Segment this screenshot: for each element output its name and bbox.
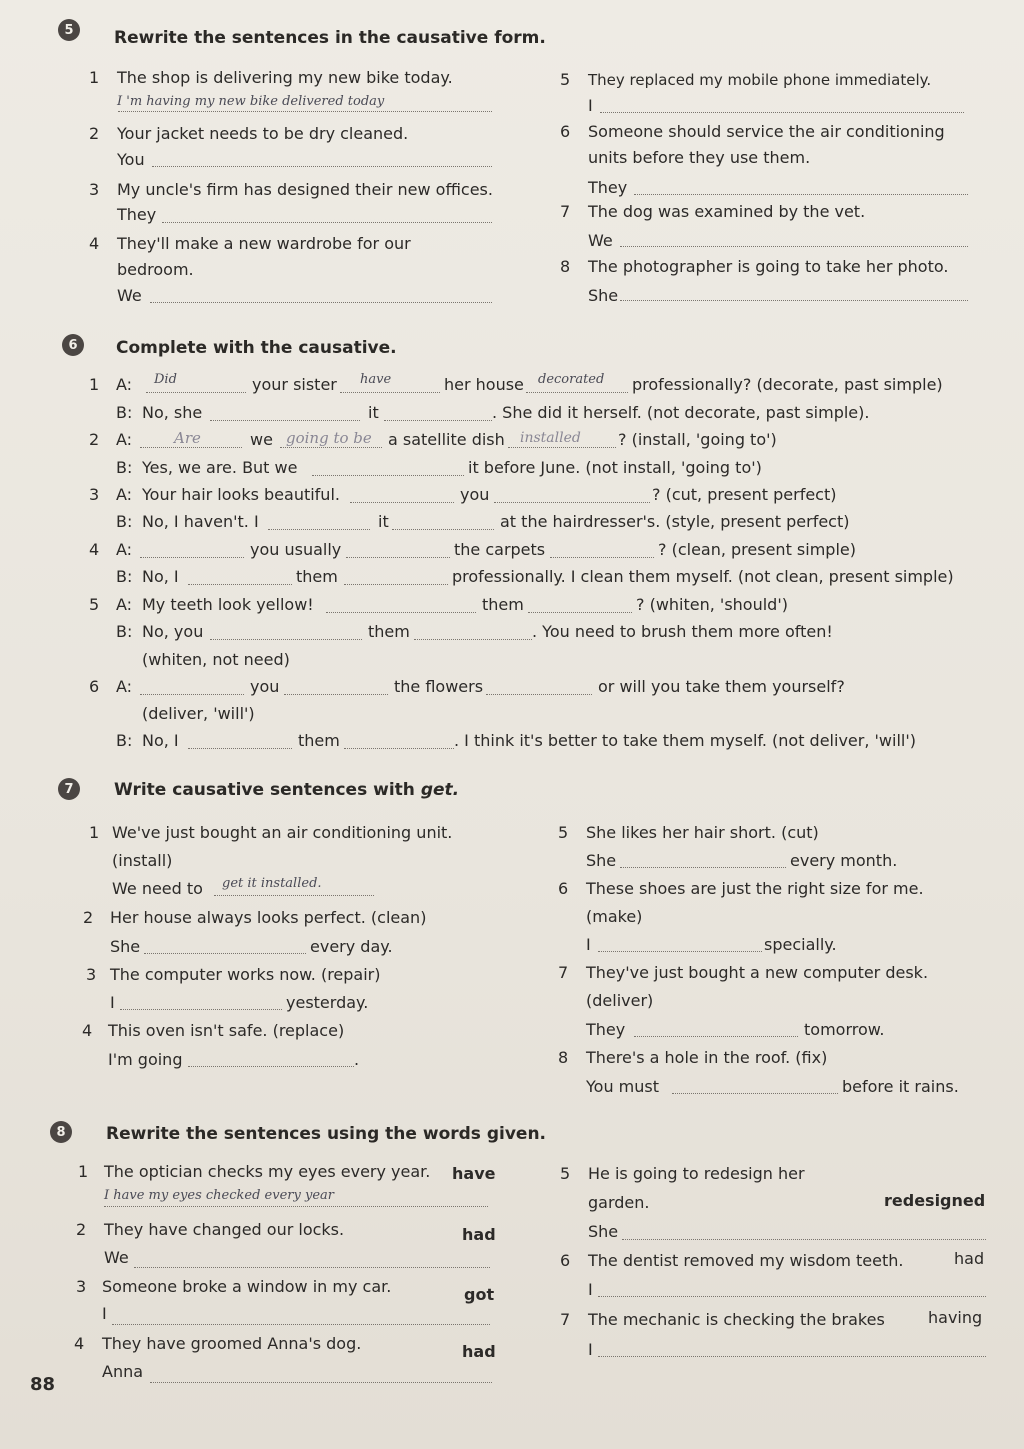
ex5-item-3-number: 3 bbox=[89, 180, 100, 199]
ex5-item-8-prompt: The photographer is going to take her photo. bbox=[588, 257, 949, 276]
ex8-item-5-answer-line[interactable] bbox=[622, 1239, 986, 1240]
ex6-item-3b-text-1: No, I haven't. I bbox=[142, 512, 259, 531]
ex5-item-2-answer-line[interactable] bbox=[152, 166, 492, 167]
ex6-item-1-text-3: professionally? (decorate, past simple) bbox=[632, 375, 943, 394]
ex7-item-4-end: . bbox=[354, 1050, 360, 1069]
ex5-item-5-answer-line[interactable] bbox=[600, 112, 964, 113]
ex6-item-4-number: 4 bbox=[89, 540, 100, 559]
ex6-item-2b-text-2: it before June. (not install, 'going to') bbox=[468, 458, 762, 477]
ex8-item-2-answer-line[interactable] bbox=[134, 1267, 490, 1268]
ex6-item-2-answer-1: Are bbox=[174, 429, 201, 447]
ex6-item-5b-text-1: No, you bbox=[142, 622, 204, 641]
ex6-item-6b-text-3: . I think it's better to take them myself. (not deliver, 'will') bbox=[454, 731, 916, 750]
ex6-item-5-blank-2[interactable] bbox=[528, 612, 632, 613]
ex5-item-3-start: They bbox=[117, 205, 157, 224]
ex7-item-8-number: 8 bbox=[558, 1048, 569, 1067]
ex8-item-5-start: She bbox=[588, 1222, 619, 1241]
ex7-item-1-number: 1 bbox=[89, 823, 100, 842]
ex6-item-5-speaker-b: B: bbox=[116, 622, 133, 641]
ex6-item-4-text-1: you usually bbox=[250, 540, 342, 559]
ex8-item-1-answer: I have my eyes checked every year bbox=[104, 1188, 334, 1203]
ex7-item-3-number: 3 bbox=[86, 965, 97, 984]
ex6-item-5-speaker-a: A: bbox=[116, 595, 133, 614]
ex6-item-2-text-2: a satellite dish bbox=[388, 430, 505, 449]
ex5-item-1-answer: I 'm having my new bike delivered today bbox=[117, 94, 385, 109]
ex7-item-6-number: 6 bbox=[558, 879, 569, 898]
ex6-item-1-text-2: her house bbox=[444, 375, 524, 394]
ex6-item-3b-text-2: it bbox=[378, 512, 389, 531]
ex5-item-3-prompt: My uncle's firm has designed their new offices. bbox=[117, 180, 493, 199]
ex7-item-7-answer-line[interactable] bbox=[634, 1036, 798, 1037]
ex7-item-1-answer: get it installed. bbox=[222, 876, 322, 891]
ex6-item-3-speaker-a: A: bbox=[116, 485, 133, 504]
ex8-item-1-number: 1 bbox=[78, 1162, 89, 1181]
exercise-6-number: 6 bbox=[62, 334, 84, 356]
exercise-8-title: Rewrite the sentences using the words given. bbox=[106, 1124, 546, 1144]
ex6-item-5b-text-3: . You need to brush them more often! bbox=[532, 622, 833, 641]
ex8-item-1-prompt: The optician checks my eyes every year. bbox=[104, 1162, 431, 1181]
ex8-item-6-answer-line[interactable] bbox=[598, 1296, 986, 1297]
ex7-item-4-number: 4 bbox=[82, 1021, 93, 1040]
ex6-item-2b-text-1: Yes, we are. But we bbox=[142, 458, 298, 477]
ex8-item-4-number: 4 bbox=[74, 1334, 85, 1353]
ex8-item-1-answer-line bbox=[104, 1206, 488, 1207]
ex6-item-2-speaker-b: B: bbox=[116, 458, 133, 477]
ex7-item-2-end: every day. bbox=[310, 937, 393, 956]
ex6-item-3-text-1: Your hair looks beautiful. bbox=[142, 485, 340, 504]
ex7-item-6-start: I bbox=[586, 935, 591, 954]
ex6-item-1b-blank-2[interactable] bbox=[384, 420, 492, 421]
exercise-5-number: 5 bbox=[58, 19, 80, 41]
ex7-item-6-prompt: These shoes are just the right size for me. bbox=[586, 879, 924, 898]
ex6-item-3-text-2: you bbox=[460, 485, 490, 504]
ex5-item-6-answer-line[interactable] bbox=[634, 194, 968, 195]
ex5-item-5-start: I bbox=[588, 96, 593, 115]
ex7-item-6-cue: (make) bbox=[586, 907, 643, 926]
ex6-item-1-answer-2: have bbox=[360, 372, 392, 387]
ex6-item-6-blank-1[interactable] bbox=[140, 694, 244, 695]
ex6-item-5-number: 5 bbox=[89, 595, 100, 614]
ex6-item-3-text-3: ? (cut, present perfect) bbox=[652, 485, 837, 504]
ex7-item-4-prompt: This oven isn't safe. (replace) bbox=[108, 1021, 345, 1040]
ex8-item-6-start: I bbox=[588, 1280, 593, 1299]
ex7-item-3-answer-line[interactable] bbox=[120, 1009, 282, 1010]
ex8-item-2-prompt: They have changed our locks. bbox=[104, 1220, 345, 1239]
ex5-item-1-number: 1 bbox=[89, 68, 100, 87]
ex6-item-6-speaker-b: B: bbox=[116, 731, 133, 750]
ex6-item-5b-text-2: them bbox=[368, 622, 410, 641]
ex8-item-5-prompt-line2: garden. bbox=[588, 1193, 650, 1212]
ex5-item-7-answer-line[interactable] bbox=[620, 246, 968, 247]
ex6-item-5b-blank-2[interactable] bbox=[414, 639, 532, 640]
ex6-item-6-cue: (deliver, 'will') bbox=[142, 704, 255, 723]
ex5-item-4-prompt-line2: bedroom. bbox=[117, 260, 194, 279]
ex5-item-5-number: 5 bbox=[560, 70, 571, 89]
ex8-item-6-number: 6 bbox=[560, 1251, 571, 1270]
ex7-item-1-cue: (install) bbox=[112, 851, 173, 870]
ex6-item-1b-text-2: it bbox=[368, 403, 379, 422]
ex6-item-5-cue: (whiten, not need) bbox=[142, 650, 290, 669]
ex8-item-3-key-word: got bbox=[464, 1285, 495, 1304]
ex8-item-4-start: Anna bbox=[102, 1362, 144, 1381]
ex5-item-7-number: 7 bbox=[560, 202, 571, 221]
ex8-item-7-prompt: The mechanic is checking the brakes bbox=[588, 1310, 885, 1329]
ex7-item-5-number: 5 bbox=[558, 823, 569, 842]
ex5-item-2-start: You bbox=[117, 150, 145, 169]
ex6-item-6-number: 6 bbox=[89, 677, 100, 696]
ex6-item-2-blank-1 bbox=[140, 447, 242, 448]
ex7-item-8-answer-line[interactable] bbox=[672, 1093, 838, 1094]
ex6-item-3-blank-2[interactable] bbox=[494, 502, 650, 503]
ex6-item-4b-text-2: them bbox=[296, 567, 338, 586]
ex6-item-6b-text-1: No, I bbox=[142, 731, 179, 750]
ex6-item-6b-text-2: them bbox=[298, 731, 340, 750]
ex6-item-6b-blank-2[interactable] bbox=[344, 748, 454, 749]
ex6-item-2-text-3: ? (install, 'going to') bbox=[618, 430, 777, 449]
ex6-item-6-speaker-a: A: bbox=[116, 677, 133, 696]
ex5-item-4-answer-line[interactable] bbox=[150, 302, 492, 303]
ex6-item-3b-blank-2[interactable] bbox=[392, 529, 494, 530]
ex7-item-7-prompt: They've just bought a new computer desk. bbox=[586, 963, 929, 982]
ex6-item-2-text-1: we bbox=[250, 430, 273, 449]
ex7-item-6-end: specially. bbox=[764, 935, 837, 954]
ex7-item-1-answer-line bbox=[214, 895, 374, 896]
ex7-item-8-start: You must bbox=[586, 1077, 659, 1096]
ex6-item-4-text-3: ? (clean, present simple) bbox=[658, 540, 856, 559]
ex6-item-4b-text-1: No, I bbox=[142, 567, 179, 586]
ex8-item-6-prompt: The dentist removed my wisdom teeth. bbox=[588, 1251, 904, 1270]
ex6-item-5-blank-1[interactable] bbox=[326, 612, 476, 613]
exercise-7-title: Write causative sentences with get. bbox=[114, 780, 460, 800]
exercise-8-number: 8 bbox=[50, 1121, 72, 1143]
ex5-item-6-prompt-line2: units before they use them. bbox=[588, 148, 811, 167]
ex6-item-1b-text-1: No, she bbox=[142, 403, 203, 422]
ex8-item-3-answer-line[interactable] bbox=[112, 1324, 490, 1325]
ex6-item-6-blank-2[interactable] bbox=[284, 694, 388, 695]
ex5-item-3-answer-line[interactable] bbox=[162, 222, 492, 223]
ex6-item-2-number: 2 bbox=[89, 430, 100, 449]
ex6-item-6-text-1: you bbox=[250, 677, 280, 696]
ex8-item-4-key-word: had bbox=[462, 1342, 496, 1361]
ex7-item-5-prompt: She likes her hair short. (cut) bbox=[586, 823, 819, 842]
ex6-item-1-number: 1 bbox=[89, 375, 100, 394]
ex6-item-2-answer-2: going to be bbox=[286, 429, 372, 447]
ex6-item-1-answer-1: Did bbox=[154, 372, 177, 387]
ex6-item-1b-blank-1[interactable] bbox=[210, 420, 360, 421]
ex8-item-5-prompt: He is going to redesign her bbox=[588, 1164, 805, 1183]
ex6-item-1-blank-1 bbox=[146, 392, 246, 393]
ex8-item-3-number: 3 bbox=[76, 1277, 87, 1296]
ex8-item-5-number: 5 bbox=[560, 1164, 571, 1183]
ex8-item-4-answer-line[interactable] bbox=[150, 1382, 492, 1383]
ex5-item-4-number: 4 bbox=[89, 234, 100, 253]
ex5-item-1-prompt: The shop is delivering my new bike today. bbox=[117, 68, 453, 87]
ex6-item-1-speaker-b: B: bbox=[116, 403, 133, 422]
ex6-item-4-speaker-a: A: bbox=[116, 540, 133, 559]
ex6-item-2-blank-2 bbox=[280, 447, 382, 448]
ex7-item-3-end: yesterday. bbox=[286, 993, 369, 1012]
ex5-item-2-prompt: Your jacket needs to be dry cleaned. bbox=[117, 124, 409, 143]
ex5-item-8-answer-line[interactable] bbox=[620, 300, 968, 301]
ex7-item-7-end: tomorrow. bbox=[804, 1020, 885, 1039]
ex5-item-4-start: We bbox=[117, 286, 142, 305]
ex6-item-4b-text-3: professionally. I clean them myself. (not clean, present simple) bbox=[452, 567, 954, 586]
ex8-item-2-number: 2 bbox=[76, 1220, 87, 1239]
ex6-item-1-blank-3 bbox=[526, 392, 628, 393]
ex8-item-7-start: I bbox=[588, 1340, 593, 1359]
ex8-item-7-number: 7 bbox=[560, 1310, 571, 1329]
ex7-item-8-prompt: There's a hole in the roof. (fix) bbox=[586, 1048, 828, 1067]
ex6-item-6-text-2: the flowers bbox=[394, 677, 484, 696]
ex5-item-7-prompt: The dog was examined by the vet. bbox=[588, 202, 866, 221]
ex6-item-4-speaker-b: B: bbox=[116, 567, 133, 586]
ex5-item-6-prompt: Someone should service the air conditioning bbox=[588, 122, 945, 141]
ex5-item-7-start: We bbox=[588, 231, 613, 250]
page-number: 88 bbox=[30, 1374, 56, 1395]
ex6-item-1-answer-3: decorated bbox=[538, 372, 605, 387]
ex8-item-6-key-word: had bbox=[954, 1249, 985, 1268]
ex6-item-5b-blank-1[interactable] bbox=[210, 639, 362, 640]
ex5-item-4-prompt: They'll make a new wardrobe for our bbox=[117, 234, 411, 253]
ex6-item-2b-blank-1[interactable] bbox=[312, 475, 464, 476]
ex6-item-2-answer-3: installed bbox=[520, 430, 581, 446]
ex7-item-5-end: every month. bbox=[790, 851, 898, 870]
ex8-item-5-key-word: redesigned bbox=[884, 1191, 986, 1210]
ex7-item-7-number: 7 bbox=[558, 963, 569, 982]
ex6-item-4b-blank-2[interactable] bbox=[344, 584, 448, 585]
exercise-5-title: Rewrite the sentences in the causative form. bbox=[114, 28, 546, 48]
ex6-item-3b-text-3: at the hairdresser's. (style, present perfect) bbox=[500, 512, 850, 531]
ex5-item-1-answer-line bbox=[118, 111, 492, 112]
ex7-item-7-start: They bbox=[586, 1020, 626, 1039]
ex6-item-3-blank-1[interactable] bbox=[350, 502, 454, 503]
ex6-item-3-number: 3 bbox=[89, 485, 100, 504]
ex6-item-5-text-3: ? (whiten, 'should') bbox=[636, 595, 788, 614]
ex8-item-2-key-word: had bbox=[462, 1225, 496, 1244]
ex6-item-2-speaker-a: A: bbox=[116, 430, 133, 449]
ex7-item-5-answer-line[interactable] bbox=[620, 867, 786, 868]
ex8-item-7-key-word: having bbox=[928, 1308, 983, 1327]
ex5-item-2-number: 2 bbox=[89, 124, 100, 143]
ex8-item-3-start: I bbox=[102, 1304, 107, 1323]
ex6-item-3b-blank-1[interactable] bbox=[268, 529, 370, 530]
ex5-item-6-number: 6 bbox=[560, 122, 571, 141]
ex5-item-6-start: They bbox=[588, 178, 628, 197]
ex7-item-3-prompt: The computer works now. (repair) bbox=[110, 965, 381, 984]
ex5-item-8-start: She bbox=[588, 286, 619, 305]
ex8-item-7-answer-line[interactable] bbox=[598, 1356, 986, 1357]
exercise-6-title: Complete with the causative. bbox=[116, 338, 397, 358]
ex8-item-1-key-word: have bbox=[452, 1164, 496, 1183]
ex7-item-2-prompt: Her house always looks perfect. (clean) bbox=[110, 908, 427, 927]
ex7-item-3-start: I bbox=[110, 993, 115, 1012]
ex6-item-6-blank-3[interactable] bbox=[486, 694, 592, 695]
ex5-item-5-prompt: They replaced my mobile phone immediately. bbox=[588, 71, 932, 89]
ex6-item-5-text-2: them bbox=[482, 595, 524, 614]
ex7-item-2-start: She bbox=[110, 937, 141, 956]
ex8-item-2-start: We bbox=[104, 1248, 129, 1267]
ex7-item-1-prompt: We've just bought an air conditioning unit. bbox=[112, 823, 453, 842]
ex8-item-4-prompt: They have groomed Anna's dog. bbox=[102, 1334, 362, 1353]
ex7-item-2-answer-line[interactable] bbox=[144, 953, 306, 954]
ex6-item-4-text-2: the carpets bbox=[454, 540, 546, 559]
ex7-item-4-start: I'm going bbox=[108, 1050, 183, 1069]
ex7-item-1-start: We need to bbox=[112, 879, 203, 898]
ex6-item-4-blank-2[interactable] bbox=[346, 557, 450, 558]
ex6-item-2-blank-3 bbox=[508, 447, 616, 448]
ex6-item-1-text-1: your sister bbox=[252, 375, 337, 394]
ex6-item-3-speaker-b: B: bbox=[116, 512, 133, 531]
ex6-item-5-text-1: My teeth look yellow! bbox=[142, 595, 314, 614]
ex7-item-4-answer-line[interactable] bbox=[188, 1066, 354, 1067]
ex8-item-3-prompt: Someone broke a window in my car. bbox=[102, 1277, 392, 1296]
ex6-item-4-blank-1[interactable] bbox=[140, 557, 244, 558]
ex7-item-6-answer-line[interactable] bbox=[598, 951, 762, 952]
ex6-item-6b-blank-1[interactable] bbox=[188, 748, 292, 749]
ex6-item-1b-text-3: . She did it herself. (not decorate, past simple). bbox=[492, 403, 870, 422]
ex6-item-4-blank-3[interactable] bbox=[550, 557, 654, 558]
ex6-item-6-text-3: or will you take them yourself? bbox=[598, 677, 845, 696]
ex7-item-5-start: She bbox=[586, 851, 617, 870]
ex5-item-8-number: 8 bbox=[560, 257, 571, 276]
ex7-item-2-number: 2 bbox=[83, 908, 94, 927]
ex6-item-1-blank-2 bbox=[340, 392, 440, 393]
exercise-7-number: 7 bbox=[58, 778, 80, 800]
ex6-item-1-speaker-a: A: bbox=[116, 375, 133, 394]
ex6-item-4b-blank-1[interactable] bbox=[188, 584, 292, 585]
ex7-item-8-end: before it rains. bbox=[842, 1077, 959, 1096]
ex7-item-7-cue: (deliver) bbox=[586, 991, 654, 1010]
